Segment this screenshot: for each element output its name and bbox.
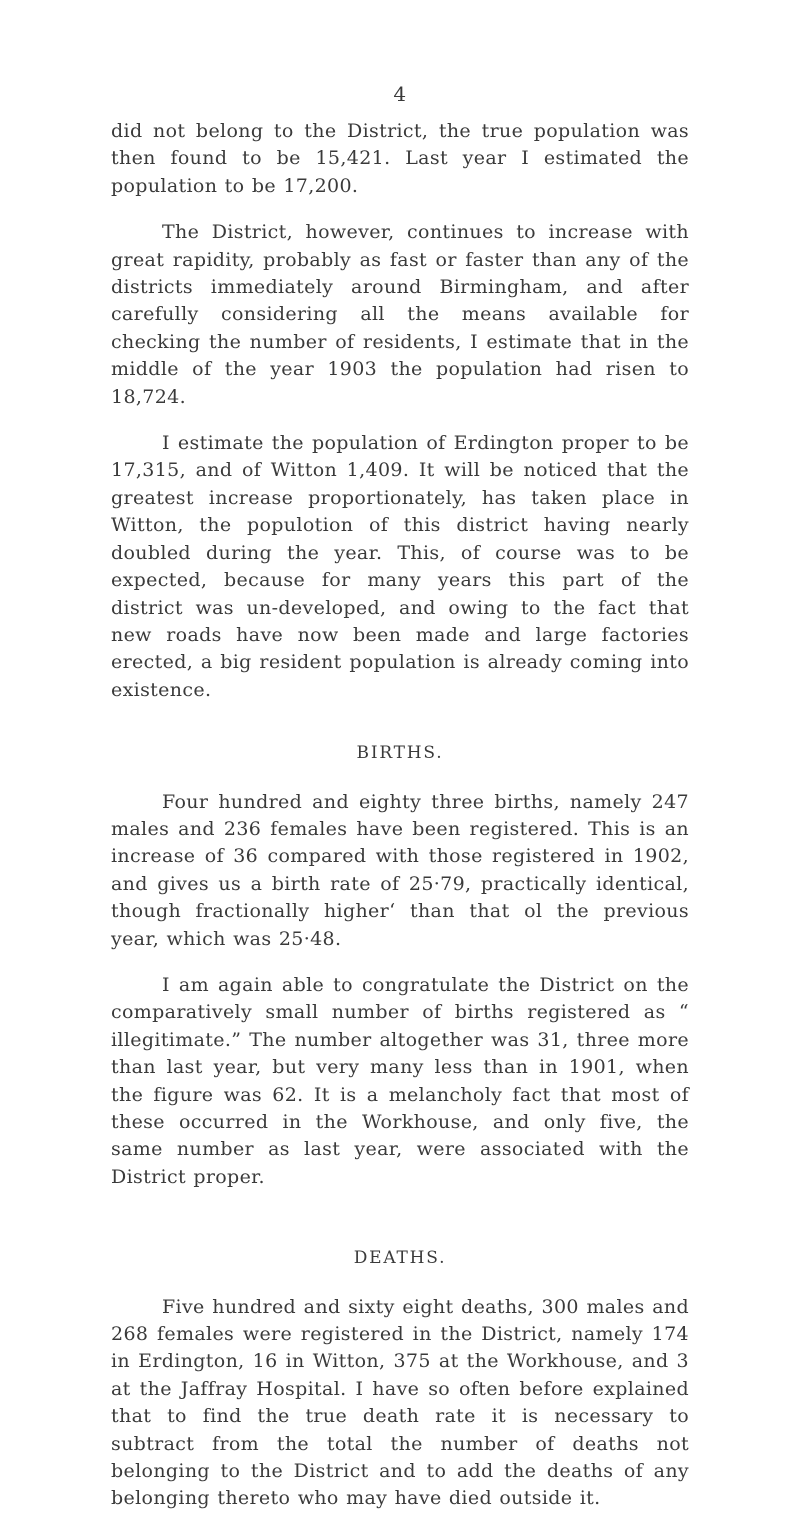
paragraph-population-continued: did not belong to the District, the true population was then found to be 15,421. Last year I estimated the population to be 17,200. — [111, 120, 689, 197]
deaths-heading: DEATHS. — [353, 1248, 447, 1269]
paragraph-erdington-witton: I estimate the population of Erdington proper to be 17,315, and of Witton 1,409. It will be noticed that the greatest increase proportionately, has taken place in Witton, the populotion of this district having nearly doubled during the year. This, of course was to be expected, because for many years this part of the district was un-developed, and owing to the fact that new roads have now been made and large factories erected, a big resident population is already coming into existence. — [111, 432, 689, 701]
page-number: 4 — [393, 82, 407, 106]
page-body — [111, 118, 689, 1532]
paragraph-births-count: Four hundred and eighty three births, namely 247 males and 236 females have been registered. This is an increase of 36 compared with those registered in 1902, and gives us a birth rate of 25·79, practically identical, though fractionally higher‘ than that ol the previous year, which was 25·48. — [111, 790, 689, 950]
births-heading: BIRTHS. — [356, 743, 444, 764]
paragraph-illegitimate-births: I am again able to congratulate the District on the comparatively small number of births registered as “ illegitimate.” The number altogether was 31, three more than last year, but very many less than in 1901, when the figure was 62. It is a melancholy fact that most of these occurred in the Workhouse, and only five, the same number as last year, were associated with the District proper. — [111, 973, 689, 1188]
paragraph-population-increase: The District, however, continues to increase with great rapidity, probably as fast or faster than any of the districts immediately around Birmingham, and after carefully considering all the means available for checking the number of residents, I estimate that in the middle of the year 1903 the population had risen to 18,724. — [111, 221, 689, 408]
paragraph-deaths-count: Five hundred and sixty eight deaths, 300 males and 268 females were registered in the District, namely 174 in Erdington, 16 in Witton, 375 at the Workhouse, and 3 at the Jaffray Hospital. I have so often before explained that to find the true death rate it is necessary to subtract from the total the number of deaths not belonging to the District and to add the deaths of any belonging thereto who may have died outside it. — [111, 1295, 689, 1510]
